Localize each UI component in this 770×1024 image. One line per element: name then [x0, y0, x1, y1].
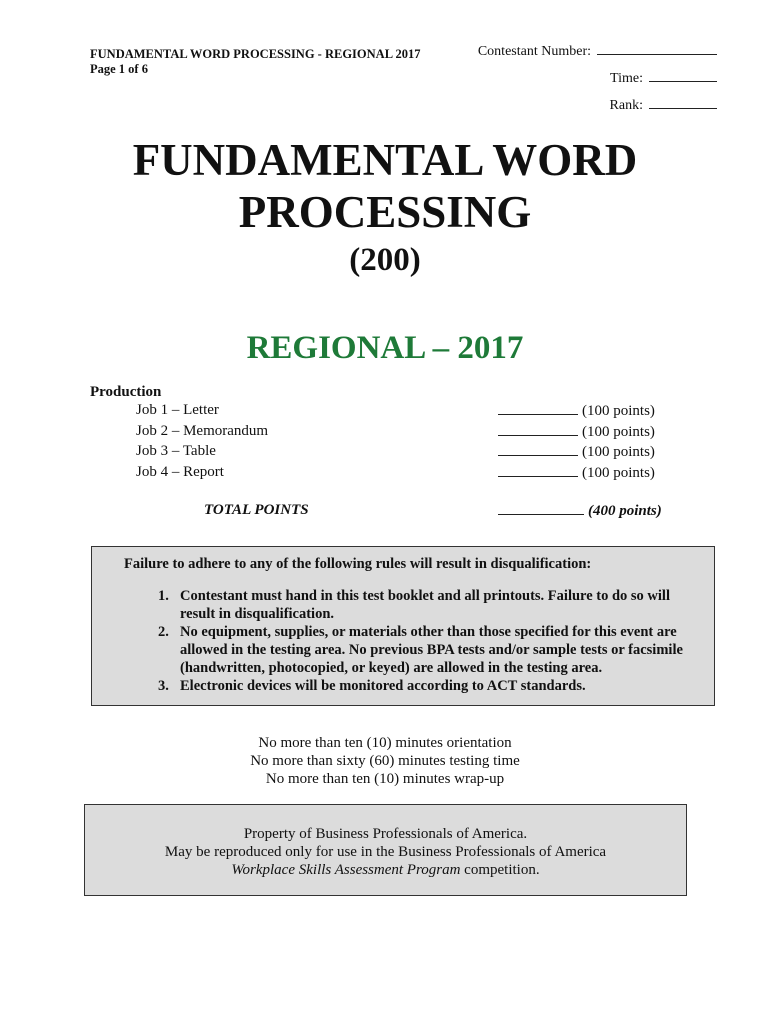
points-label: (100 points)	[582, 424, 655, 440]
page-title-line-1: FUNDAMENTAL WORD	[132, 135, 638, 185]
points-label: (100 points)	[582, 465, 655, 481]
time-limit-line: No more than ten (10) minutes orientation	[258, 735, 512, 751]
job-points	[498, 464, 655, 482]
rule-number: 3.	[158, 678, 169, 694]
time-limit-line: No more than ten (10) minutes wrap-up	[265, 771, 505, 787]
contestant-info	[478, 38, 717, 119]
time-label: Time:	[610, 71, 643, 86]
page-title-line-2: PROCESSING	[238, 187, 532, 237]
document-header	[90, 47, 420, 77]
disqualification-rules-box	[91, 546, 715, 706]
time-limit-line: No more than sixty (60) minutes testing time	[250, 753, 520, 769]
job-points	[498, 443, 655, 461]
job-points	[498, 423, 655, 441]
total-points	[498, 502, 662, 520]
points-label: (100 points)	[582, 403, 655, 419]
rank-label: Rank:	[609, 98, 643, 113]
rule-text: No equipment, supplies, or materials other than those specified for this event are allowed in the testing area. No previous BPA tests and/or sample tests or facsimile (handwritten, photocopied, or keyed) are allowed in the testing area.	[180, 624, 683, 676]
job-label: Job 1 – Letter	[136, 402, 219, 418]
rule-item	[158, 623, 704, 677]
copyright-notice-box	[84, 804, 687, 896]
total-points-label: TOTAL POINTS	[204, 502, 309, 518]
rule-number: 2.	[158, 624, 169, 640]
rule-text: Electronic devices will be monitored according to ACT standards.	[180, 678, 586, 694]
time-field[interactable]	[649, 69, 717, 82]
rule-item	[158, 677, 704, 695]
contestant-number-label: Contestant Number:	[477, 44, 591, 59]
rule-item	[158, 587, 704, 623]
copyright-line: Property of Business Professionals of America.	[243, 826, 528, 842]
regional-year: REGIONAL – 2017	[246, 330, 524, 366]
copyright-line: May be reproduced only for use in the Business Professionals of America	[164, 844, 607, 860]
rules-heading: Failure to adhere to any of the following rules will result in disqualification:	[124, 556, 592, 572]
rule-number: 1.	[158, 588, 169, 604]
score-field[interactable]	[498, 423, 578, 436]
rule-text: Contestant must hand in this test booklet and all printouts. Failure to do so will result in disqualification.	[180, 588, 670, 622]
score-field[interactable]	[498, 402, 578, 415]
event-code: (200)	[349, 242, 421, 278]
copyright-line	[85, 861, 686, 879]
total-score-field[interactable]	[498, 502, 584, 515]
total-points-value: (400 points)	[588, 503, 662, 519]
score-field[interactable]	[498, 464, 578, 477]
contestant-number-row	[478, 38, 717, 65]
job-points	[498, 402, 655, 420]
rank-field[interactable]	[649, 96, 717, 109]
contestant-number-field[interactable]	[597, 42, 717, 55]
copyright-line-end: competition.	[460, 862, 540, 878]
program-name: Workplace Skills Assessment Program	[231, 862, 461, 878]
time-row	[478, 65, 717, 92]
rules-list	[158, 587, 704, 695]
job-label: Job 3 – Table	[136, 443, 216, 459]
event-line: FUNDAMENTAL WORD PROCESSING - REGIONAL 2017	[90, 47, 421, 61]
points-label: (100 points)	[582, 444, 655, 460]
score-field[interactable]	[498, 443, 578, 456]
job-label: Job 2 – Memorandum	[136, 423, 269, 439]
production-heading: Production	[90, 384, 162, 400]
page-number: Page 1 of 6	[90, 62, 148, 76]
job-label: Job 4 – Report	[136, 464, 224, 480]
time-limits	[0, 734, 770, 788]
rank-row	[478, 92, 717, 119]
